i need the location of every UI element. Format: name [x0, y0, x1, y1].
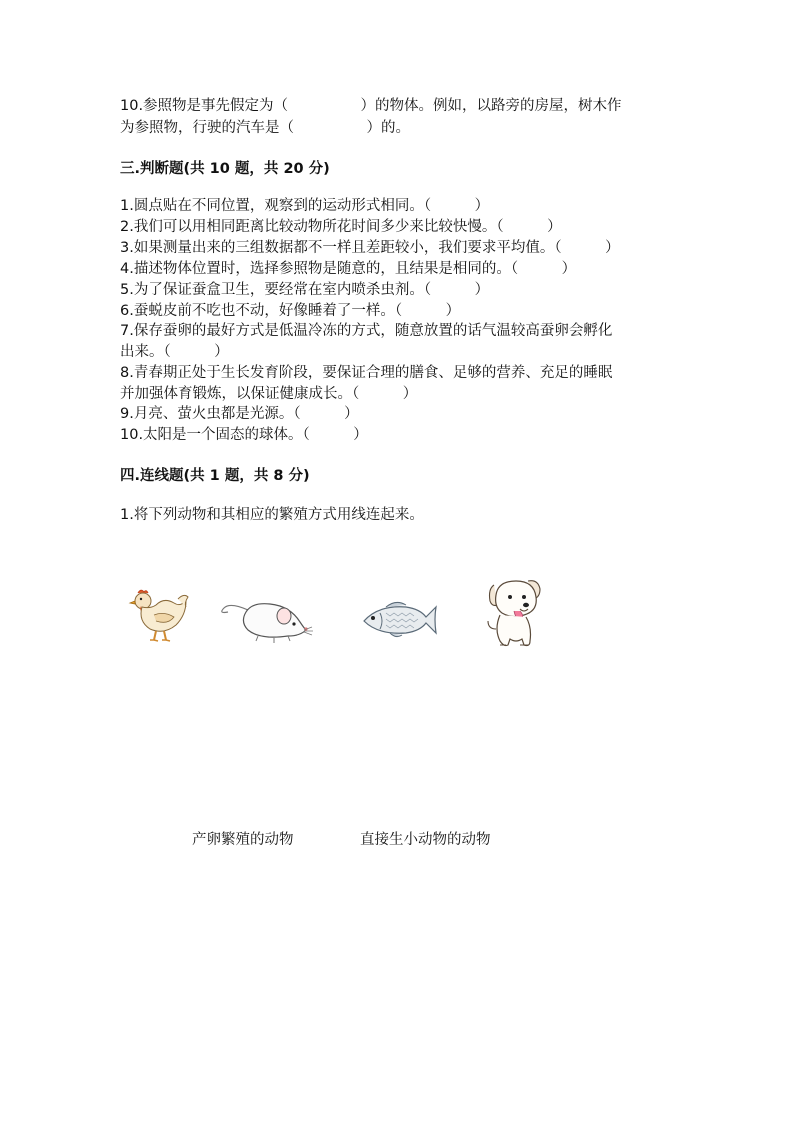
puppy-icon — [484, 577, 544, 651]
judge-item-6: 6.蚕蜕皮前不吃也不动，好像睡着了一样。（ ） — [120, 303, 461, 319]
judge-item-2: 2.我们可以用相同距离比较动物所花时间多少来比较快慢。（ ） — [120, 219, 562, 235]
judge-item-8-cont: 并加强体育锻炼，以保证健康成长。（ ） — [120, 386, 418, 402]
fish-icon — [360, 601, 440, 641]
judge-item-3: 3.如果测量出来的三组数据都不一样且差距较小，我们要求平均值。（ ） — [120, 240, 620, 256]
judge-item-4: 4.描述物体位置时，选择参照物是随意的，且结果是相同的。（ ） — [120, 261, 577, 277]
caption-oviparous: 产卵繁殖的动物 — [192, 832, 294, 848]
judge-item-8: 8.青春期正处于生长发育阶段，要保证合理的膳食、足够的营养、充足的睡眠 — [120, 365, 613, 381]
section3-heading: 三.判断题(共 10 题，共 20 分) — [120, 161, 330, 177]
mouse-icon — [218, 592, 314, 644]
caption-viviparous: 直接生小动物的动物 — [360, 832, 491, 848]
chicken-icon — [128, 585, 192, 643]
q10-line-1: 10.参照物是事先假定为（ ）的物体。例如，以路旁的房屋，树木作 — [120, 98, 622, 114]
judge-item-7-cont: 出来。（ ） — [120, 344, 229, 360]
judge-item-5: 5.为了保证蚕盒卫生，要经常在室内喷杀虫剂。（ ） — [120, 282, 490, 298]
judge-item-9: 9.月亮、萤火虫都是光源。（ ） — [120, 406, 359, 422]
q10-line-2: 为参照物，行驶的汽车是（ ）的。 — [120, 120, 410, 136]
judge-item-1: 1.圆点贴在不同位置，观察到的运动形式相同。（ ） — [120, 198, 490, 214]
section4-heading: 四.连线题(共 1 题，共 8 分) — [120, 468, 310, 484]
judge-item-7: 7.保存蚕卵的最好方式是低温冷冻的方式，随意放置的话气温较高蚕卵会孵化 — [120, 323, 613, 339]
matching-question: 1.将下列动物和其相应的繁殖方式用线连起来。 — [120, 507, 424, 523]
judge-item-10: 10.太阳是一个固态的球体。（ ） — [120, 427, 368, 443]
